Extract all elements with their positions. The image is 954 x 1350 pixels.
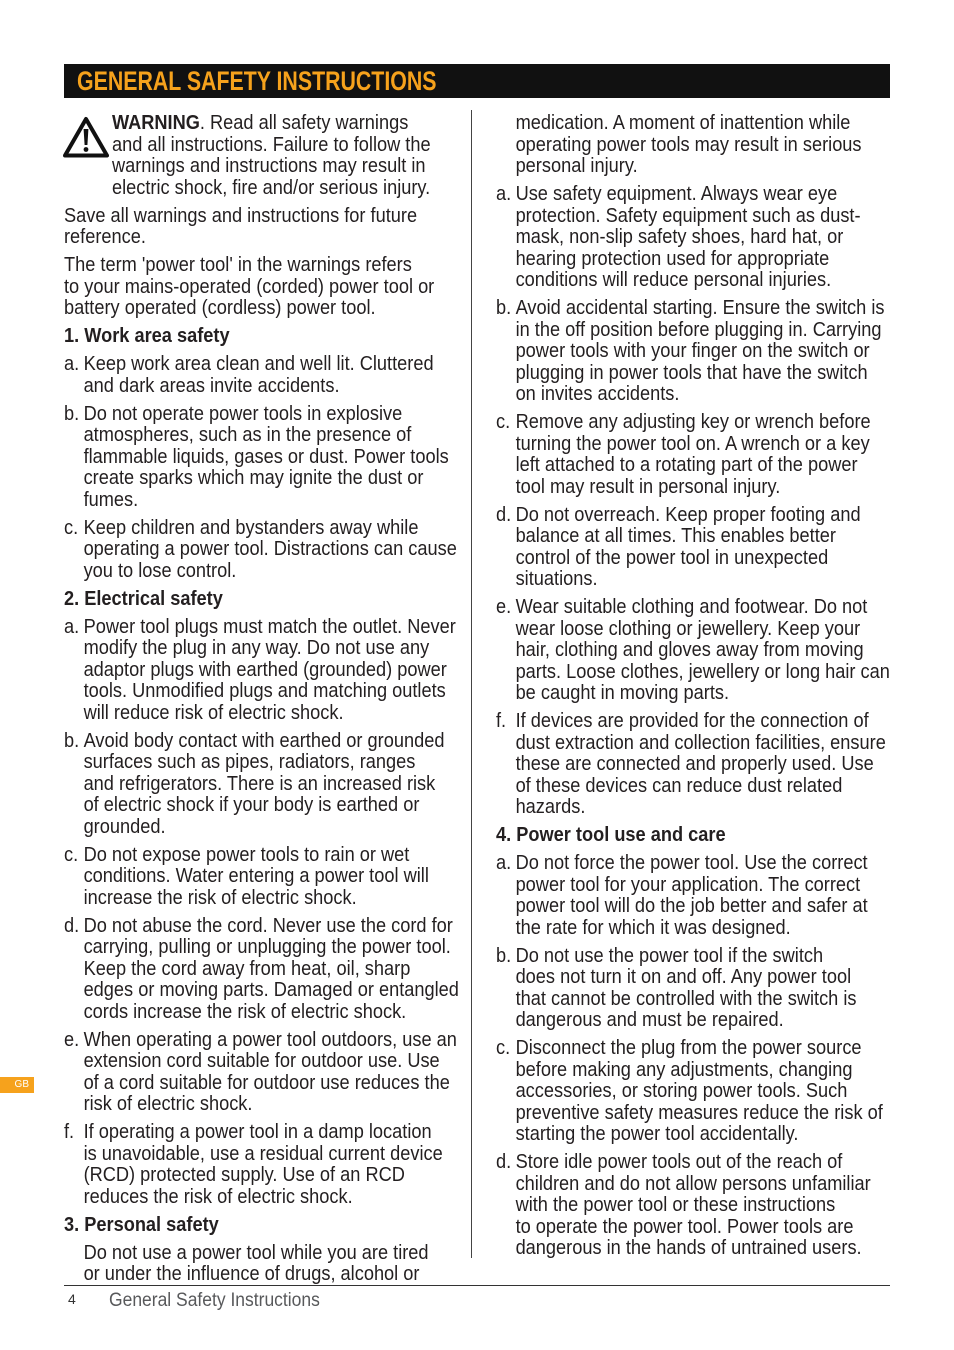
text-line: does not turn it on and off. Any power tool — [515, 966, 852, 988]
text-line: edges or moving parts. Damaged or entangled — [83, 979, 459, 1001]
text-line: Keep the cord away from heat, oil, sharp — [83, 957, 411, 980]
text-line: fumes. — [83, 488, 139, 511]
list-marker: b. — [64, 402, 80, 425]
heading-text: 2. Electrical safety — [64, 587, 223, 610]
list-item — [496, 412, 896, 498]
text-line: is unavoidable, use a residual current device — [83, 1142, 443, 1165]
list-marker: a. — [64, 353, 80, 375]
text-line: of electric shock if your body is earthed or — [83, 794, 420, 816]
text-line: warnings and instructions may result in — [111, 155, 426, 177]
page-number: 4 — [68, 1291, 76, 1307]
text-line: preventive safety measures reduce the risk of — [515, 1101, 883, 1124]
section-heading — [64, 326, 464, 348]
text-line: conditions will reduce personal injuries. — [515, 269, 832, 291]
text-line: risk of electric shock. — [83, 1093, 253, 1115]
right-column — [496, 113, 936, 1266]
text-line: atmospheres, such as in the presence of — [83, 424, 412, 446]
heading-text: 1. Work area safety — [64, 325, 230, 347]
text-line: and all instructions. Failure to follow the — [111, 133, 431, 156]
text-line: Avoid accidental starting. Ensure the switch is — [515, 297, 885, 319]
text-line: control of the power tool in unexpected — [515, 546, 829, 569]
text-line: Save all warnings and instructions for future — [64, 204, 418, 227]
text-line: (RCD) protected supply. Use of an RCD — [83, 1164, 405, 1186]
list-marker: f. — [496, 710, 507, 732]
list-item — [64, 1030, 464, 1116]
text-line: of these devices can reduce dust related — [515, 774, 843, 797]
text-line: conditions. Water entering a power tool will — [83, 865, 429, 887]
text-line: the rate for which it was designed. — [515, 916, 791, 939]
text-line: Do not abuse the cord. Never use the cord for — [83, 914, 453, 937]
text-line: modify the plug in any way. Do not use any — [83, 637, 430, 659]
text-line: Use safety equipment. Always wear eye — [515, 183, 838, 205]
list-item — [496, 298, 896, 406]
text-line: increase the risk of electric shock. — [83, 886, 357, 909]
text-line: children and do not allow persons unfamiliar — [515, 1172, 871, 1195]
list-item — [64, 845, 464, 910]
text-line: dust extraction and collection facilities, ensure — [515, 731, 886, 754]
list-item — [496, 711, 896, 819]
list-marker: a. — [496, 852, 512, 874]
text-line: power tools with your finger on the switch or — [515, 340, 870, 362]
text-line: Avoid body contact with earthed or grounded — [83, 729, 445, 752]
list-item — [64, 1122, 464, 1208]
text-line: Do not overreach. Keep proper footing and — [515, 503, 861, 526]
list-item — [496, 597, 896, 705]
text-line: tools. Unmodified plugs and matching outlets — [83, 680, 446, 702]
text-line: tool may result in personal injury. — [515, 475, 781, 498]
list-marker: c. — [496, 1037, 511, 1059]
text-line: Do not force the power tool. Use the correct — [515, 852, 868, 874]
list-marker: d. — [64, 914, 80, 937]
heading-text: 3. Personal safety — [64, 1213, 219, 1236]
list-item — [496, 1152, 896, 1260]
list-marker: d. — [496, 1151, 512, 1173]
text-line: Disconnect the plug from the power source — [515, 1037, 862, 1059]
text-line — [112, 113, 464, 135]
list-marker: b. — [64, 729, 80, 752]
list-marker: c. — [64, 516, 79, 539]
page-title: GENERAL SAFETY INSTRUCTIONS — [77, 66, 437, 96]
section-header-bar — [64, 64, 890, 98]
section-heading — [64, 589, 464, 611]
text-line: operating power tools may result in serious — [515, 133, 862, 156]
list-item — [496, 946, 896, 1032]
list-marker: e. — [64, 1028, 80, 1051]
text-line: turning the power tool on. A wrench or a key — [515, 432, 870, 455]
text-line: accessories, or storing power tools. Such — [515, 1080, 848, 1102]
text-line: will reduce risk of electric shock. — [83, 701, 344, 724]
text-line: extension cord suitable for outdoor use. Use — [83, 1050, 440, 1072]
list-item — [64, 354, 464, 397]
list-marker: a. — [496, 183, 512, 205]
heading-text: 4. Power tool use and care — [496, 824, 726, 846]
left-column — [64, 112, 507, 1292]
list-marker: c. — [496, 411, 511, 433]
text-line: you to lose control. — [83, 559, 237, 582]
text-line: or under the influence of drugs, alcohol or — [83, 1263, 420, 1285]
running-title: General Safety Instructions — [109, 1290, 320, 1311]
text-line: plugging in power tools that have the switch — [515, 361, 868, 384]
text-line: and refrigerators. There is an increased risk — [83, 772, 436, 795]
list-item — [496, 184, 896, 292]
list-marker: f. — [64, 1121, 75, 1143]
text-line: these are connected and properly used. Use — [515, 753, 874, 775]
text-line: situations. — [515, 568, 598, 590]
text-line: to operate the power tool. Power tools are — [515, 1215, 854, 1238]
text-line: protection. Safety equipment such as dust- — [515, 204, 861, 227]
list-marker: b. — [496, 944, 512, 967]
footer-rule — [64, 1285, 890, 1286]
list-item — [64, 1243, 464, 1286]
text-line: If devices are provided for the connection of — [515, 710, 869, 732]
language-tab: GB — [0, 1077, 34, 1093]
list-item — [64, 916, 464, 1024]
list-item — [64, 731, 464, 839]
text-line: surfaces such as pipes, radiators, ranges — [83, 751, 416, 773]
text-line: reference. — [64, 226, 146, 248]
text-line: power tool for your application. The correct — [515, 873, 861, 896]
text-line: medication. A moment of inattention while — [515, 112, 851, 134]
text-line: of a cord suitable for outdoor use reduces the — [83, 1071, 450, 1094]
text-line: carrying, pulling or unplugging the power tool. — [83, 936, 451, 958]
text-line: battery operated (cordless) power tool. — [64, 297, 376, 319]
text-line: Power tool plugs must match the outlet. Never — [83, 615, 456, 638]
text-line: before making any adjustments, changing — [515, 1058, 853, 1081]
text-line: in the off position before plugging in. Carrying — [515, 318, 882, 341]
section-heading — [496, 825, 896, 847]
list-item — [496, 505, 896, 591]
paragraph — [64, 206, 464, 249]
list-marker: a. — [64, 615, 80, 638]
list-marker: b. — [496, 297, 512, 319]
text-line: operating a power tool. Distractions can cause — [83, 538, 457, 560]
list-item — [64, 404, 464, 512]
text-line: reduces the risk of electric shock. — [83, 1185, 353, 1208]
text-line: with the power tool or these instructions — [515, 1194, 836, 1216]
text-line: Remove any adjusting key or wrench before — [515, 411, 871, 433]
text-line: Store idle power tools out of the reach of — [515, 1151, 843, 1173]
text-line: grounded. — [83, 815, 166, 838]
text-line: that cannot be controlled with the switch is — [515, 987, 857, 1010]
text-line: Do not expose power tools to rain or wet — [83, 843, 410, 866]
text-line: Do not operate power tools in explosive — [83, 402, 403, 425]
text-line: adaptor plugs with earthed (grounded) power — [83, 658, 447, 681]
list-marker: e. — [496, 596, 512, 618]
text-line: The term 'power tool' in the warnings refers — [64, 254, 412, 276]
text-line: electric shock, fire and/or serious injury. — [111, 176, 431, 199]
text-line: dangerous and must be repaired. — [515, 1009, 784, 1031]
list-marker: c. — [64, 843, 79, 866]
list-item — [496, 853, 896, 939]
text-line: starting the power tool accidentally. — [515, 1123, 799, 1145]
list-marker: d. — [496, 503, 512, 526]
text-line: If operating a power tool in a damp location — [83, 1121, 432, 1143]
text-line: on invites accidents. — [515, 383, 680, 405]
text-line: be caught in moving parts. — [515, 682, 730, 704]
warning-notice — [112, 113, 464, 199]
text-line: hearing protection used for appropriate — [515, 247, 830, 270]
text-line: hair, clothing and gloves away from moving — [515, 639, 864, 661]
list-item — [64, 518, 464, 583]
text-line: Wear suitable clothing and footwear. Do not — [515, 596, 868, 618]
text-line: mask, non-slip safety shoes, hard hat, or — [515, 226, 844, 248]
text-line: cords increase the risk of electric shock. — [83, 1000, 407, 1023]
text-line: and dark areas invite accidents. — [83, 374, 340, 397]
list-item — [496, 113, 896, 178]
warning-label: WARNING — [111, 112, 200, 134]
text-line: left attached to a rotating part of the power — [515, 454, 858, 476]
text-line: Keep work area clean and well lit. Cluttered — [83, 353, 434, 375]
column-divider — [471, 110, 472, 1258]
text-line: create sparks which may ignite the dust or — [83, 467, 424, 489]
text-line: to your mains-operated (corded) power tool or — [64, 275, 435, 298]
paragraph — [64, 255, 464, 320]
text-line: power tool will do the job better and safer at — [515, 895, 868, 917]
text-line: wear loose clothing or jewellery. Keep your — [515, 617, 861, 640]
text-line: Do not use the power tool if the switch — [515, 944, 824, 967]
text-line: parts. Loose clothes, jewellery or long hair can — [515, 660, 890, 683]
text-line: When operating a power tool outdoors, use an — [83, 1028, 457, 1051]
text-line: dangerous in the hands of untrained users. — [515, 1237, 862, 1259]
text-line: Keep children and bystanders away while — [83, 516, 419, 539]
text-line: flammable liquids, gases or dust. Power tools — [83, 445, 449, 468]
text-line: personal injury. — [515, 155, 638, 177]
warning-text: . Read all safety warnings — [199, 112, 409, 134]
section-heading — [64, 1215, 464, 1237]
list-item — [64, 617, 464, 725]
text-line: Do not use a power tool while you are tired — [83, 1241, 429, 1264]
list-item — [496, 1038, 896, 1146]
text-line: hazards. — [515, 796, 586, 818]
text-line: balance at all times. This enables better — [515, 525, 836, 547]
